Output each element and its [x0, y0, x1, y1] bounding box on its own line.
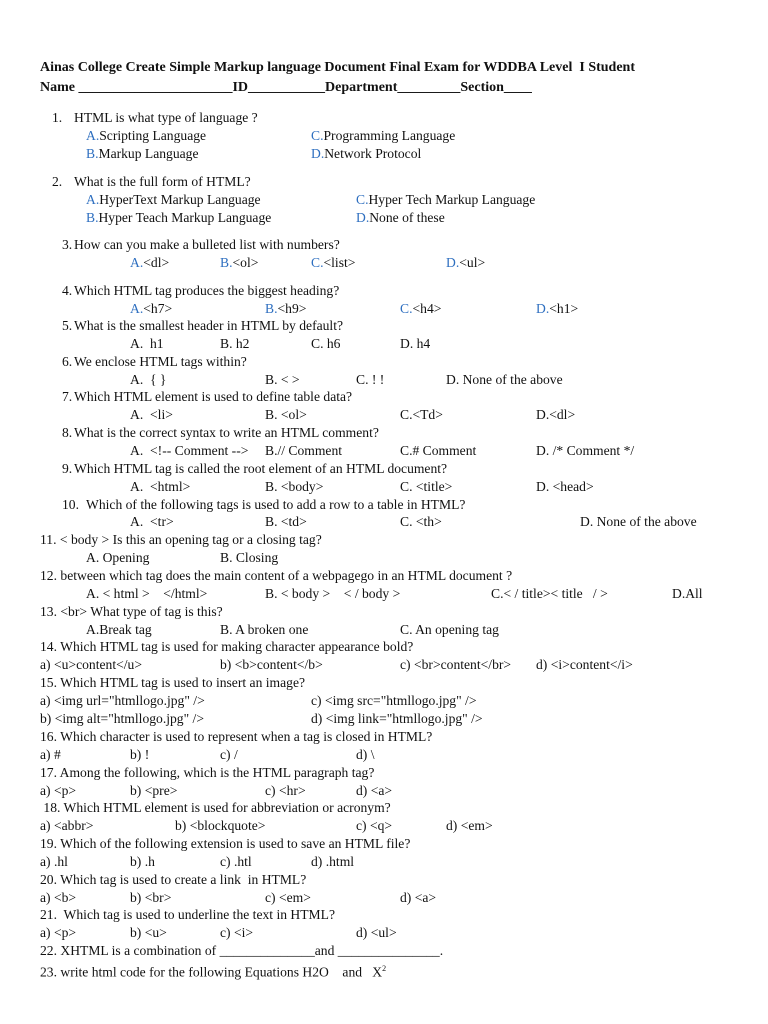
option-text: <dl> [143, 255, 170, 270]
answer-option [220, 254, 258, 272]
answer-option [130, 254, 169, 272]
option-text: Hyper Teach Markup Language [98, 210, 272, 225]
answer-option [86, 191, 261, 209]
question-text [40, 835, 410, 853]
question-text-label: 17. Among the following, which is the HTML paragraph tag? [40, 765, 375, 780]
option-dot: . [365, 192, 369, 207]
answer-option: c) <hr> [265, 783, 306, 798]
answer-option: C. h6 [311, 336, 341, 351]
student-info-fields: Name ______________________ID___________Department_________Section____ [40, 80, 532, 95]
answer-option: D. None of the above [446, 372, 563, 387]
option-letter: D [536, 301, 546, 316]
question-text [86, 496, 465, 514]
answer-option: B. <td> [265, 514, 307, 529]
answer-option: c) / [220, 747, 238, 762]
question-text [40, 942, 443, 960]
exam-title: Ainas College Create Simple Markup language Document Final Exam for WDDBA Level I Student [40, 60, 636, 75]
answer-option [400, 300, 441, 318]
option-letter: A [86, 192, 96, 207]
answer-option: a) .hl [40, 854, 68, 869]
option-letter: C [400, 301, 410, 316]
option-text: <h9> [277, 301, 307, 316]
question-text-label: 12. between which tag does the main content of a webpagego in an HTML document ? [40, 568, 513, 583]
answer-option: D. None of the above [580, 514, 697, 529]
answer-option [86, 145, 199, 163]
answer-option [265, 300, 306, 318]
answer-option: D.All [672, 586, 703, 601]
question-text [74, 353, 247, 371]
answer-option [536, 300, 578, 318]
question-text-label: 21. Which tag is used to underline the text in HTML? [40, 907, 335, 922]
answer-option: c) .htl [220, 854, 252, 869]
question-text-label: Which HTML element is used to define table data? [74, 389, 353, 404]
option-dot: . [229, 255, 233, 270]
answer-option: a) # [40, 747, 61, 762]
answer-option: A. <li> [130, 407, 173, 422]
question-text [74, 173, 251, 191]
answer-option [130, 300, 172, 318]
answer-option: d) <a> [356, 783, 393, 798]
answer-option: A. <tr> [130, 514, 174, 529]
question-text [40, 960, 386, 982]
answer-option [311, 145, 421, 163]
answer-option: B.// Comment [265, 443, 343, 458]
question-text-label: 20. Which tag is used to create a link in HTML? [40, 872, 307, 887]
option-text: <h4> [412, 301, 442, 316]
option-text: <ol> [232, 255, 259, 270]
option-dot: . [545, 301, 550, 316]
option-text: Markup Language [98, 146, 199, 161]
option-letter: B [220, 255, 230, 270]
question-text [40, 638, 413, 656]
answer-option: A. h1 [130, 336, 164, 351]
answer-option: a) <p> [40, 925, 77, 940]
answer-option: D. h4 [400, 336, 431, 351]
answer-option: A. <html> [130, 479, 191, 494]
answer-option: A. < html > </html> [86, 586, 208, 601]
question-number: 8. [62, 425, 73, 440]
option-dot: . [139, 255, 144, 270]
answer-option: c) <br>content</br> [400, 657, 512, 672]
question-number: 10. [62, 497, 79, 512]
answer-option: a) <p> [40, 783, 77, 798]
question-text-label: HTML is what type of language ? [74, 110, 258, 125]
answer-option: C. An opening tag [400, 622, 499, 637]
question-text-label: Which HTML tag produces the biggest heading? [74, 283, 340, 298]
question-number: 7. [62, 389, 73, 404]
option-dot: . [320, 255, 324, 270]
option-letter: B [86, 146, 96, 161]
question-text-label: What is the correct syntax to write an HTML comment? [74, 425, 379, 440]
option-text: <h7> [143, 301, 173, 316]
option-dot: . [365, 210, 370, 225]
option-text: <ul> [459, 255, 486, 270]
question-text-label: 11. < body > Is this an opening tag or a closing tag? [40, 532, 322, 547]
answer-option: a) <abbr> [40, 818, 94, 833]
question-number: 6. [62, 354, 73, 369]
answer-option: C. <title> [400, 479, 453, 494]
option-letter: B [265, 301, 275, 316]
question-text-label: Which HTML tag is called the root element of an HTML document? [74, 461, 448, 476]
answer-option: d) <a> [400, 890, 437, 905]
option-dot: . [320, 128, 324, 143]
question-number: 2. [52, 174, 63, 189]
question-text-label: We enclose HTML tags within? [74, 354, 247, 369]
question-text [40, 674, 305, 692]
question-text-label: How can you make a bulleted list with numbers? [74, 237, 340, 252]
answer-option: c) <img src="htmllogo.jpg" /> [311, 693, 477, 708]
option-dot: . [95, 192, 100, 207]
answer-option: d) \ [356, 747, 375, 762]
answer-option: b) <pre> [130, 783, 178, 798]
option-dot: . [95, 146, 99, 161]
answer-option: a) <u>content</u> [40, 657, 143, 672]
option-dot: . [139, 301, 144, 316]
answer-option: b) <blockquote> [175, 818, 266, 833]
answer-option: B. <body> [265, 479, 324, 494]
answer-option: a) <b> [40, 890, 77, 905]
question-text [74, 460, 447, 478]
answer-option [311, 127, 455, 145]
answer-option: C. ! ! [356, 372, 385, 387]
option-text: Network Protocol [324, 146, 422, 161]
question-text-label: What is the smallest header in HTML by default? [74, 318, 344, 333]
answer-option [311, 254, 355, 272]
answer-option: D. <head> [536, 479, 594, 494]
answer-option: d) <em> [446, 818, 493, 833]
answer-option: D.<dl> [536, 407, 576, 422]
question-text [40, 728, 432, 746]
answer-option: B. < body > < / body > [265, 586, 401, 601]
option-letter: D [311, 146, 321, 161]
answer-option: B. Closing [220, 550, 279, 565]
answer-option: B. < > [265, 372, 300, 387]
answer-option: B. A broken one [220, 622, 309, 637]
option-letter: D [446, 255, 456, 270]
question-text [40, 871, 306, 889]
question-number: 1. [52, 110, 63, 125]
answer-option: b) <u> [130, 925, 167, 940]
question-text [74, 236, 340, 254]
answer-option [86, 209, 271, 227]
answer-option: b) <img alt="htmllogo.jpg" /> [40, 711, 204, 726]
answer-option [446, 254, 485, 272]
question-text-label: 16. Which character is used to represent when a tag is closed in HTML? [40, 729, 433, 744]
option-letter: D [356, 210, 366, 225]
question-number: 5. [62, 318, 73, 333]
option-letter: A [130, 255, 140, 270]
superscript: 2 [382, 964, 387, 973]
option-dot: . [455, 255, 460, 270]
answer-option: C.< / title>< title / > [491, 586, 608, 601]
option-text: None of these [369, 210, 445, 225]
answer-option: d) <i>content</i> [536, 657, 633, 672]
question-number: 4. [62, 283, 73, 298]
answer-option: A.Break tag [86, 622, 152, 637]
option-text: Scripting Language [99, 128, 207, 143]
option-letter: C [311, 255, 321, 270]
question-text [40, 764, 374, 782]
answer-option: D. /* Comment */ [536, 443, 635, 458]
answer-option: b) ! [130, 747, 150, 762]
option-dot: . [95, 128, 100, 143]
option-text: <list> [323, 255, 356, 270]
option-text: Hyper Tech Markup Language [368, 192, 536, 207]
question-number: 3. [62, 237, 73, 252]
answer-option: C.<Td> [400, 407, 443, 422]
question-text-label: 18. Which HTML element is used for abbreviation or acronym? [40, 800, 391, 815]
question-text-label: 22. XHTML is a combination of ______________and _______________. [40, 943, 444, 958]
answer-option [356, 209, 445, 227]
answer-option: A. Opening [86, 550, 150, 565]
answer-option [86, 127, 206, 145]
answer-option: d) <ul> [356, 925, 397, 940]
question-text [74, 424, 379, 442]
option-dot: . [320, 146, 325, 161]
option-text: HyperText Markup Language [99, 192, 261, 207]
option-letter: A [86, 128, 96, 143]
answer-option [356, 191, 535, 209]
option-dot: . [274, 301, 278, 316]
question-text-label: 13. <br> What type of tag is this? [40, 604, 223, 619]
answer-option: A. { } [130, 372, 167, 387]
option-dot: . [95, 210, 99, 225]
answer-option: B. h2 [220, 336, 250, 351]
question-text [40, 603, 223, 621]
question-text-label: 15. Which HTML tag is used to insert an image? [40, 675, 306, 690]
answer-option: a) <img url="htmllogo.jpg" /> [40, 693, 205, 708]
answer-option: B. <ol> [265, 407, 307, 422]
option-letter: C [356, 192, 366, 207]
answer-option: b) .h [130, 854, 155, 869]
question-text-label: 19. Which of the following extension is used to save an HTML file? [40, 836, 411, 851]
option-dot: . [409, 301, 413, 316]
option-letter: B [86, 210, 96, 225]
option-text: Programming Language [323, 128, 456, 143]
answer-option: c) <i> [220, 925, 254, 940]
option-text: <h1> [549, 301, 579, 316]
answer-option: d) .html [311, 854, 355, 869]
question-text [40, 567, 512, 585]
answer-option: C. <th> [400, 514, 442, 529]
question-text [74, 317, 343, 335]
answer-option: c) <em> [265, 890, 311, 905]
question-text [40, 906, 335, 924]
answer-option: d) <img link="htmllogo.jpg" /> [311, 711, 483, 726]
question-text-label: Which of the following tags is used to add a row to a table in HTML? [86, 497, 466, 512]
question-text-label: 14. Which HTML tag is used for making character appearance bold? [40, 639, 414, 654]
option-letter: A [130, 301, 140, 316]
question-text-label: What is the full form of HTML? [74, 174, 251, 189]
option-letter: C [311, 128, 321, 143]
answer-option: C.# Comment [400, 443, 477, 458]
question-text-label: 23. write html code for the following Equations H2O and X [40, 964, 383, 980]
question-text [74, 282, 339, 300]
answer-option: b) <b>content</b> [220, 657, 323, 672]
question-text [74, 388, 352, 406]
question-number: 9. [62, 461, 73, 476]
answer-option: c) <q> [356, 818, 393, 833]
answer-option: b) <br> [130, 890, 172, 905]
answer-option: A. <!-- Comment --> [130, 443, 249, 458]
question-text [40, 531, 322, 549]
question-text [74, 109, 258, 127]
question-text [40, 799, 391, 817]
